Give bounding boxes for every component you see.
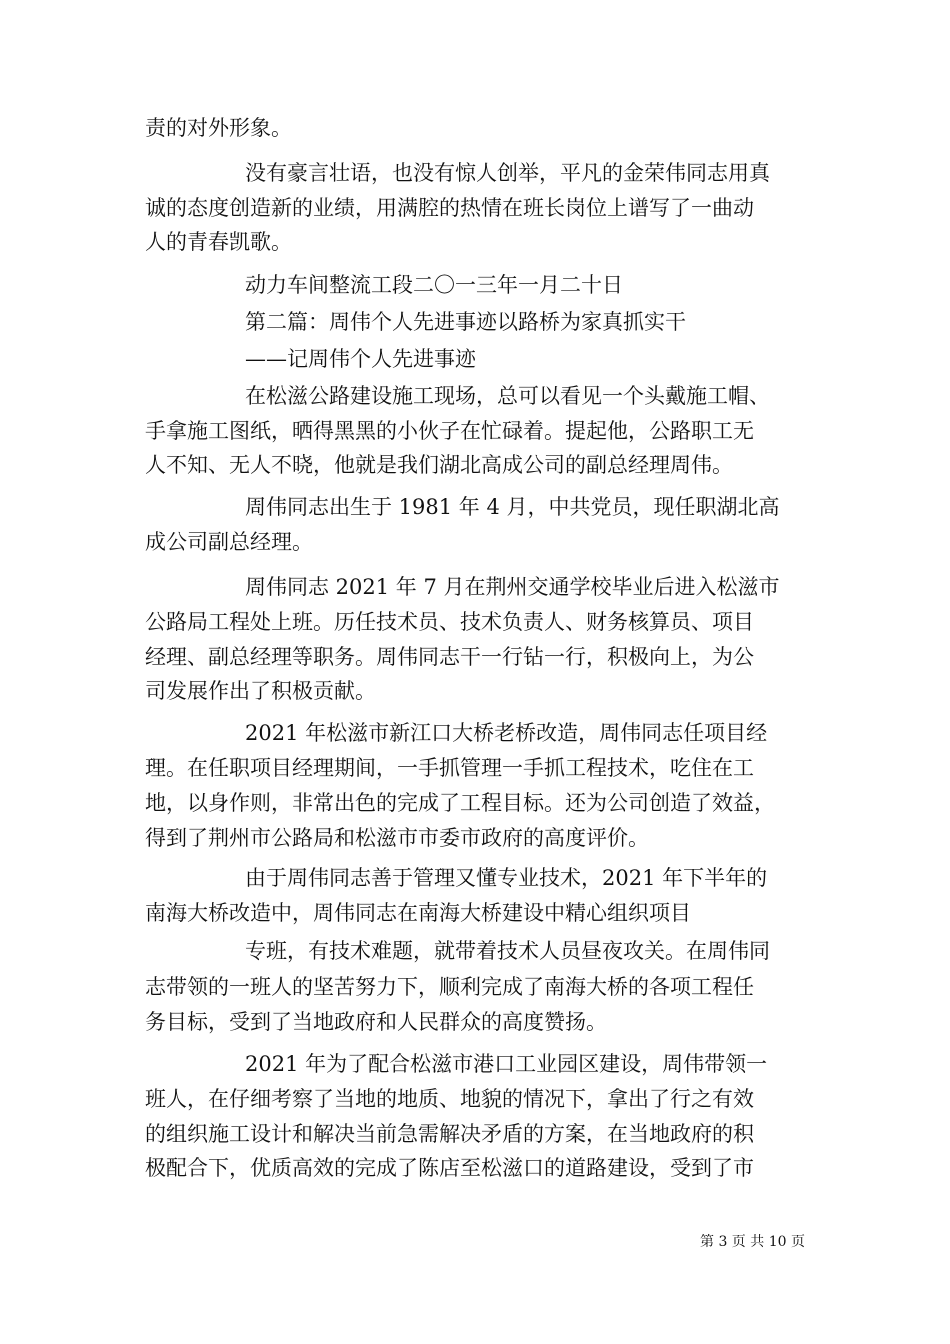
text-line: 2021 年为了配合松滋市港口工业园区建设，周伟带领一 — [245, 1052, 768, 1076]
text-line: 周伟同志 2021 年 7 月在荆州交通学校毕业后进入松滋市 — [245, 575, 780, 599]
text-line: 人不知、无人不晓，他就是我们湖北高成公司的副总经理周伟。 — [145, 453, 733, 477]
text-line: 手拿施工图纸，晒得黑黑的小伙子在忙碌着。提起他，公路职工无 — [145, 419, 754, 443]
text-line: 公路局工程处上班。历任技术员、技术负责人、财务核算员、项目 — [145, 610, 754, 634]
text-line: 志带领的一班人的坚苦努力下，顺利完成了南海大桥的各项工程任 — [145, 975, 754, 999]
text-line: 司发展作出了积极贡献。 — [145, 679, 376, 703]
text-line: 在松滋公路建设施工现场，总可以看见一个头戴施工帽、 — [245, 384, 770, 408]
page-number-footer: 第 3 页 共 10 页 — [700, 1234, 805, 1250]
text-line: 没有豪言壮语，也没有惊人创举，平凡的金荣伟同志用真 — [245, 161, 770, 185]
text-line: 地，以身作则，非常出色的完成了工程目标。还为公司创造了效益， — [145, 791, 775, 815]
text-line: 人的青春凯歌。 — [145, 230, 292, 254]
text-line: 得到了荆州市公路局和松滋市市委市政府的高度评价。 — [145, 826, 649, 850]
text-line: 责的对外形象。 — [145, 116, 292, 140]
text-line: 理。在任职项目经理期间，一手抓管理一手抓工程技术，吃住在工 — [145, 756, 754, 780]
text-line: 诚的态度创造新的业绩，用满腔的热情在班长岗位上谱写了一曲动 — [145, 196, 754, 220]
text-line: 成公司副总经理。 — [145, 530, 313, 554]
text-line: 由于周伟同志善于管理又懂专业技术，2021 年下半年的 — [245, 866, 768, 890]
text-line: 经理、副总经理等职务。周伟同志干一行钻一行，积极向上，为公 — [145, 645, 754, 669]
text-line: 的组织施工设计和解决当前急需解决矛盾的方案，在当地政府的积 — [145, 1122, 754, 1146]
section-heading: 第二篇：周伟个人先进事迹以路桥为家真抓实干 — [245, 310, 686, 334]
text-line: 班人，在仔细考察了当地的地质、地貌的情况下，拿出了行之有效 — [145, 1087, 754, 1111]
text-line: 极配合下，优质高效的完成了陈店至松滋口的道路建设，受到了市 — [145, 1156, 754, 1180]
text-line: 2021 年松滋市新江口大桥老桥改造，周伟同志任项目经 — [245, 721, 768, 745]
text-line: 务目标，受到了当地政府和人民群众的高度赞扬。 — [145, 1010, 607, 1034]
text-line: 动力车间整流工段二〇一三年一月二十日 — [245, 273, 623, 297]
text-line: 专班，有技术难题，就带着技术人员昼夜攻关。在周伟同 — [245, 939, 770, 963]
section-subheading: ——记周伟个人先进事迹 — [245, 347, 476, 371]
text-line: 南海大桥改造中，周伟同志在南海大桥建设中精心组织项目 — [145, 901, 691, 925]
text-line: 周伟同志出生于 1981 年 4 月，中共党员，现任职湖北高 — [245, 495, 780, 519]
